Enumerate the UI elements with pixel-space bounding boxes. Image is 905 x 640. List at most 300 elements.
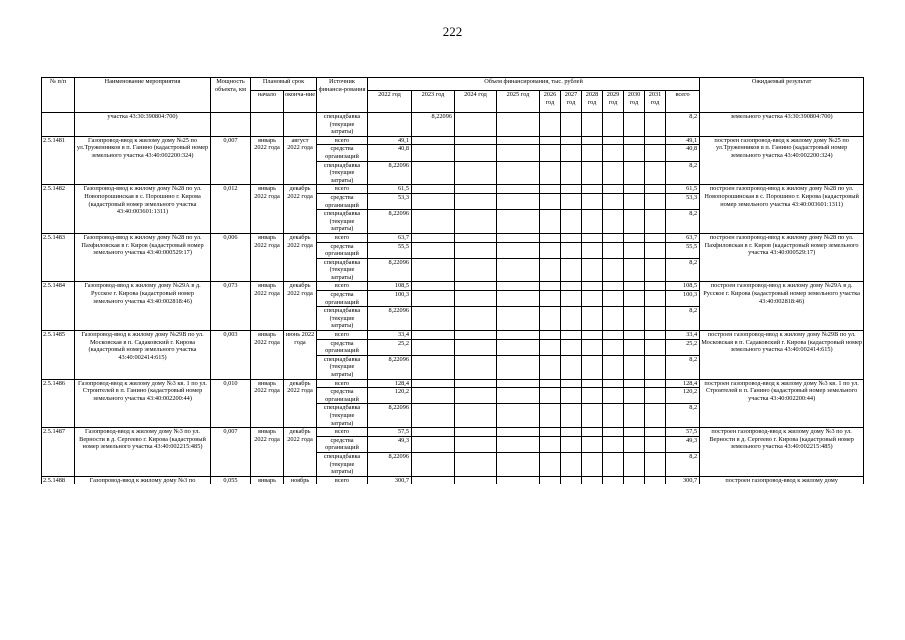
source-y2027 [561, 355, 582, 379]
source-name: спецнадбавка (текущие затраты) [317, 210, 368, 234]
source-total: 108,5 [666, 282, 700, 291]
measure-start: январь [251, 476, 284, 484]
source-y2022: 8,22096 [368, 355, 412, 379]
source-total: 57,5 [666, 428, 700, 437]
source-name: средства организаций [317, 291, 368, 307]
source-y2025 [497, 307, 540, 331]
source-y2028 [582, 210, 603, 234]
source-total: 55,5 [666, 242, 700, 258]
table-header [42, 78, 864, 113]
continuation-y2027 [561, 113, 582, 137]
source-y2023 [412, 233, 455, 242]
source-y2029 [603, 476, 624, 484]
source-name: спецнадбавка (текущие затраты) [317, 355, 368, 379]
source-y2028 [582, 185, 603, 194]
source-y2029 [603, 145, 624, 161]
source-total: 63,7 [666, 233, 700, 242]
header-end: оконча-ние [284, 91, 317, 113]
source-y2023 [412, 258, 455, 282]
source-y2026 [540, 145, 561, 161]
source-y2026 [540, 161, 561, 185]
source-y2031 [645, 210, 666, 234]
source-y2025 [497, 210, 540, 234]
source-y2025 [497, 476, 540, 484]
source-y2027 [561, 307, 582, 331]
source-y2031 [645, 291, 666, 307]
source-y2024 [455, 233, 497, 242]
source-y2030 [624, 476, 645, 484]
source-y2027 [561, 258, 582, 282]
source-total: 8,2 [666, 452, 700, 476]
source-y2023 [412, 331, 455, 340]
header-planned-term: Плановый срок [251, 78, 317, 91]
source-y2023 [412, 282, 455, 291]
source-y2028 [582, 331, 603, 340]
source-y2028 [582, 355, 603, 379]
continuation-row [42, 113, 864, 137]
source-y2030 [624, 233, 645, 242]
source-y2031 [645, 193, 666, 209]
source-y2026 [540, 185, 561, 194]
source-y2025 [497, 428, 540, 437]
source-y2026 [540, 307, 561, 331]
source-y2026 [540, 258, 561, 282]
source-y2025 [497, 161, 540, 185]
source-y2025 [497, 145, 540, 161]
measure-row [42, 331, 864, 340]
source-y2022: 300,7 [368, 476, 412, 484]
source-y2030 [624, 282, 645, 291]
source-y2023 [412, 193, 455, 209]
source-y2028 [582, 258, 603, 282]
source-y2030 [624, 388, 645, 404]
source-y2025 [497, 404, 540, 428]
source-y2024 [455, 258, 497, 282]
source-y2022: 49,1 [368, 136, 412, 145]
source-y2023 [412, 339, 455, 355]
source-y2025 [497, 331, 540, 340]
source-y2028 [582, 404, 603, 428]
measure-result: построен газопровод-ввод к жилому дому [700, 476, 864, 484]
source-name: всего [317, 136, 368, 145]
source-y2023 [412, 452, 455, 476]
source-total: 33,4 [666, 331, 700, 340]
source-y2028 [582, 388, 603, 404]
header-no: № п/п [42, 78, 75, 113]
source-y2022: 120,2 [368, 388, 412, 404]
measure-start: январь 2022 года [251, 428, 284, 477]
source-y2028 [582, 339, 603, 355]
source-y2023 [412, 355, 455, 379]
header-year-2022: 2022 год [368, 91, 412, 113]
page-number: 222 [442, 24, 463, 39]
header-start: начало [251, 91, 284, 113]
source-y2026 [540, 452, 561, 476]
source-y2027 [561, 428, 582, 437]
source-y2025 [497, 339, 540, 355]
source-y2031 [645, 145, 666, 161]
source-y2023 [412, 210, 455, 234]
source-y2031 [645, 452, 666, 476]
source-total: 8,2 [666, 355, 700, 379]
source-y2030 [624, 404, 645, 428]
source-y2030 [624, 193, 645, 209]
source-y2030 [624, 258, 645, 282]
source-y2029 [603, 355, 624, 379]
measure-result: построен газопровод-ввод к жилому дому №28 по ул. Пахфиловская в г. Киров (кадастровый номер земельного участка 43:40:000529:17) [700, 233, 864, 282]
source-y2029 [603, 339, 624, 355]
measure-capacity: 0,055 [211, 476, 251, 484]
source-name: всего [317, 331, 368, 340]
source-y2027 [561, 388, 582, 404]
source-y2025 [497, 242, 540, 258]
source-y2029 [603, 282, 624, 291]
measure-capacity: 0,007 [211, 136, 251, 185]
source-y2026 [540, 193, 561, 209]
source-total: 8,2 [666, 404, 700, 428]
continuation-y2025 [497, 113, 540, 137]
source-y2027 [561, 233, 582, 242]
measure-row [42, 379, 864, 388]
source-total: 300,7 [666, 476, 700, 484]
source-name: всего [317, 282, 368, 291]
source-y2031 [645, 331, 666, 340]
measure-result: построен газопровод-ввод к жилому дому №3 по ул. Верности в д. Сергеево г. Кирова (кадастровый номер земельного участка 43:40:002215:485) [700, 428, 864, 477]
source-y2030 [624, 379, 645, 388]
measure-result: построен газопровод-ввод к жилому дому №28 по ул. Новопорошинская в с. Порошино г. Кирова (кадастровый номер земельного участка 43:40:003601:1311) [700, 185, 864, 234]
source-y2025 [497, 452, 540, 476]
measure-end: ноябрь [284, 476, 317, 484]
source-y2026 [540, 436, 561, 452]
source-y2023 [412, 161, 455, 185]
source-y2026 [540, 388, 561, 404]
measure-id: 2.5.1488 [42, 476, 75, 484]
source-y2025 [497, 282, 540, 291]
source-y2023 [412, 388, 455, 404]
source-name: спецнадбавка (текущие затраты) [317, 258, 368, 282]
source-total: 8,2 [666, 307, 700, 331]
source-y2024 [455, 379, 497, 388]
source-y2024 [455, 242, 497, 258]
source-name: спецнадбавка (текущие затраты) [317, 161, 368, 185]
source-y2027 [561, 161, 582, 185]
measure-end: декабрь 2022 года [284, 379, 317, 428]
source-y2022: 55,5 [368, 242, 412, 258]
measure-start: январь 2022 года [251, 185, 284, 234]
continuation-result: земельного участка 43:30:390804:700) [700, 113, 864, 137]
source-y2026 [540, 331, 561, 340]
source-y2022: 8,22096 [368, 452, 412, 476]
continuation-y2029 [603, 113, 624, 137]
source-y2024 [455, 307, 497, 331]
header-result: Ожидаемый результат [700, 78, 864, 113]
measure-start: январь 2022 года [251, 379, 284, 428]
source-y2022: 33,4 [368, 331, 412, 340]
funding-table [41, 77, 864, 484]
continuation-y2026 [540, 113, 561, 137]
measure-row [42, 136, 864, 145]
source-y2030 [624, 428, 645, 437]
header-year-2023: 2023 год [412, 91, 455, 113]
continuation-y2031 [645, 113, 666, 137]
source-y2023 [412, 404, 455, 428]
source-y2029 [603, 161, 624, 185]
measure-name: Газопровод-ввод к жилому дому №28 по ул. Пахфиловская в г. Киров (кадастровый номер земельного участка 43:40:000529:17) [75, 233, 211, 282]
source-y2029 [603, 136, 624, 145]
source-total: 8,2 [666, 210, 700, 234]
measure-capacity: 0,073 [211, 282, 251, 331]
source-y2030 [624, 185, 645, 194]
measure-capacity: 0,003 [211, 331, 251, 380]
source-y2027 [561, 476, 582, 484]
source-y2030 [624, 136, 645, 145]
source-y2030 [624, 145, 645, 161]
source-y2025 [497, 436, 540, 452]
source-y2027 [561, 291, 582, 307]
source-y2030 [624, 436, 645, 452]
source-y2024 [455, 193, 497, 209]
source-y2025 [497, 355, 540, 379]
header-year-2031: 2031 год [645, 91, 666, 113]
source-total: 53,3 [666, 193, 700, 209]
source-y2030 [624, 452, 645, 476]
source-y2028 [582, 291, 603, 307]
source-y2022: 8,22096 [368, 404, 412, 428]
header-year-2026: 2026 год [540, 91, 561, 113]
source-name: спецнадбавка (текущие затраты) [317, 404, 368, 428]
source-y2027 [561, 210, 582, 234]
source-y2027 [561, 379, 582, 388]
source-y2026 [540, 355, 561, 379]
source-y2024 [455, 210, 497, 234]
source-y2026 [540, 476, 561, 484]
source-y2031 [645, 136, 666, 145]
measure-name: Газопровод-ввод к жилому дому №29А в д. Русское г. Кирова (кадастровый номер земельного участка 43:40:002818:46) [75, 282, 211, 331]
measure-row [42, 282, 864, 291]
header-year-2028: 2028 год [582, 91, 603, 113]
source-y2027 [561, 185, 582, 194]
source-y2026 [540, 339, 561, 355]
source-y2027 [561, 145, 582, 161]
source-y2025 [497, 388, 540, 404]
source-y2026 [540, 428, 561, 437]
source-y2030 [624, 291, 645, 307]
measure-id: 2.5.1481 [42, 136, 75, 185]
measure-capacity: 0,012 [211, 185, 251, 234]
header-year-2029: 2029 год [603, 91, 624, 113]
source-y2031 [645, 388, 666, 404]
source-y2030 [624, 307, 645, 331]
source-y2022: 108,5 [368, 282, 412, 291]
source-y2031 [645, 185, 666, 194]
source-y2028 [582, 282, 603, 291]
source-y2025 [497, 258, 540, 282]
source-total: 128,4 [666, 379, 700, 388]
source-name: средства организаций [317, 193, 368, 209]
source-y2024 [455, 428, 497, 437]
header-capacity: Мощность объекта, км [211, 78, 251, 113]
source-name: всего [317, 233, 368, 242]
source-y2027 [561, 331, 582, 340]
source-y2025 [497, 379, 540, 388]
source-y2024 [455, 145, 497, 161]
source-y2029 [603, 185, 624, 194]
continuation-y2022 [368, 113, 412, 137]
source-y2027 [561, 282, 582, 291]
measure-result: построен газопровод-ввод к жилому дому №29А в д. Русское г. Кирова (кадастровый номер земельного участка 43:40:002818:46) [700, 282, 864, 331]
continuation-end [284, 113, 317, 137]
source-total: 120,2 [666, 388, 700, 404]
measure-name: Газопровод-ввод к жилому дому №28 по ул. Новопорошинская в с. Порошино г. Кирова (кадастровый номер земельного участка 43:40:003601:1311) [75, 185, 211, 234]
header-year-2030: 2030 год [624, 91, 645, 113]
source-y2026 [540, 282, 561, 291]
source-y2023 [412, 136, 455, 145]
source-y2022: 25,2 [368, 339, 412, 355]
source-y2022: 8,22096 [368, 161, 412, 185]
source-y2026 [540, 242, 561, 258]
source-y2031 [645, 379, 666, 388]
table-body [42, 113, 864, 485]
source-y2023 [412, 436, 455, 452]
source-y2024 [455, 452, 497, 476]
source-y2031 [645, 161, 666, 185]
source-y2024 [455, 436, 497, 452]
source-total: 49,3 [666, 436, 700, 452]
source-total: 8,2 [666, 258, 700, 282]
source-y2024 [455, 136, 497, 145]
measure-result: построен газопровод-ввод к жилому дому №25 по ул.Труженников в п. Ганино (кадастровый номер земельного участка 43:40:002200:324) [700, 136, 864, 185]
source-y2028 [582, 145, 603, 161]
header-year-2024: 2024 год [455, 91, 497, 113]
measure-end: декабрь 2022 года [284, 185, 317, 234]
measure-id: 2.5.1485 [42, 331, 75, 380]
source-y2028 [582, 136, 603, 145]
measure-result: построен газопровод-ввод к жилому дому №29В по ул. Московская в п. Садаковский г. Кирова (кадастровый номер земельного участка 43:40:002414:615) [700, 331, 864, 380]
source-y2024 [455, 282, 497, 291]
source-y2022: 128,4 [368, 379, 412, 388]
continuation-source: спецнадбавка (текущие затраты) [317, 113, 368, 137]
source-y2026 [540, 291, 561, 307]
measure-end: декабрь 2022 года [284, 233, 317, 282]
measure-capacity: 0,006 [211, 233, 251, 282]
source-y2028 [582, 307, 603, 331]
source-y2029 [603, 436, 624, 452]
source-y2026 [540, 379, 561, 388]
source-y2031 [645, 476, 666, 484]
measure-end: декабрь 2022 года [284, 282, 317, 331]
measure-row-partial [42, 476, 864, 484]
source-y2031 [645, 282, 666, 291]
source-y2029 [603, 307, 624, 331]
source-y2029 [603, 233, 624, 242]
measure-id: 2.5.1483 [42, 233, 75, 282]
source-y2024 [455, 388, 497, 404]
source-y2027 [561, 193, 582, 209]
measure-id: 2.5.1482 [42, 185, 75, 234]
continuation-id [42, 113, 75, 137]
source-y2027 [561, 404, 582, 428]
source-y2022: 57,5 [368, 428, 412, 437]
source-y2031 [645, 258, 666, 282]
continuation-y2028 [582, 113, 603, 137]
measure-row [42, 233, 864, 242]
source-y2022: 53,3 [368, 193, 412, 209]
source-y2024 [455, 355, 497, 379]
source-y2023 [412, 291, 455, 307]
source-y2023 [412, 242, 455, 258]
source-y2029 [603, 452, 624, 476]
source-y2024 [455, 476, 497, 484]
source-y2025 [497, 193, 540, 209]
continuation-y2024 [455, 113, 497, 137]
measure-name: Газопровод-ввод к жилому дому №3 по ул. Верности в д. Сергеево г. Кирова (кадастровый номер земельного участка 43:40:002215:485) [75, 428, 211, 477]
source-y2023 [412, 476, 455, 484]
header-name: Наименование мероприятия [75, 78, 211, 113]
measure-end: декабрь 2022 года [284, 428, 317, 477]
source-name: средства организаций [317, 388, 368, 404]
source-y2028 [582, 193, 603, 209]
source-y2024 [455, 404, 497, 428]
measure-start: январь 2022 года [251, 233, 284, 282]
source-total: 100,3 [666, 291, 700, 307]
source-y2030 [624, 331, 645, 340]
source-y2022: 8,22096 [368, 307, 412, 331]
source-y2031 [645, 339, 666, 355]
source-y2030 [624, 242, 645, 258]
continuation-y2030 [624, 113, 645, 137]
source-y2029 [603, 379, 624, 388]
source-name: средства организаций [317, 339, 368, 355]
measure-result: построен газопровод-ввод к жилому дому №3 кв. 1 по ул. Строителей в п. Ганино (кадастровый номер земельного участка 43:40:002200:44) [700, 379, 864, 428]
source-y2027 [561, 339, 582, 355]
measure-id: 2.5.1486 [42, 379, 75, 428]
source-y2030 [624, 355, 645, 379]
measure-name: Газопровод-ввод к жилому дому №3 кв. 1 по ул. Строителей в п. Ганино (кадастровый номер земельного участка 43:40:002200:44) [75, 379, 211, 428]
source-y2026 [540, 404, 561, 428]
source-name: средства организаций [317, 242, 368, 258]
source-name: всего [317, 379, 368, 388]
source-y2022: 8,22096 [368, 258, 412, 282]
source-y2029 [603, 331, 624, 340]
source-name: всего [317, 185, 368, 194]
source-y2027 [561, 452, 582, 476]
continuation-start [251, 113, 284, 137]
source-y2023 [412, 145, 455, 161]
header-total: всего [666, 91, 700, 113]
continuation-total: 8,2 [666, 113, 700, 137]
measure-end: июнь 2022 года [284, 331, 317, 380]
source-y2029 [603, 404, 624, 428]
source-y2027 [561, 136, 582, 145]
source-y2022: 100,3 [368, 291, 412, 307]
source-total: 8,2 [666, 161, 700, 185]
continuation-y2023: 8,22096 [412, 113, 455, 137]
continuation-name: участка 43:30:390804:700) [75, 113, 211, 137]
source-y2031 [645, 233, 666, 242]
source-y2027 [561, 242, 582, 258]
source-y2027 [561, 436, 582, 452]
source-y2028 [582, 428, 603, 437]
measure-name: Газопровод-ввод к жилому дому №3 по [75, 476, 211, 484]
source-name: всего [317, 428, 368, 437]
source-y2023 [412, 428, 455, 437]
source-y2022: 49,3 [368, 436, 412, 452]
measure-row [42, 185, 864, 194]
measure-row [42, 428, 864, 437]
measure-end: август 2022 года [284, 136, 317, 185]
source-y2024 [455, 185, 497, 194]
measure-start: январь 2022 года [251, 136, 284, 185]
